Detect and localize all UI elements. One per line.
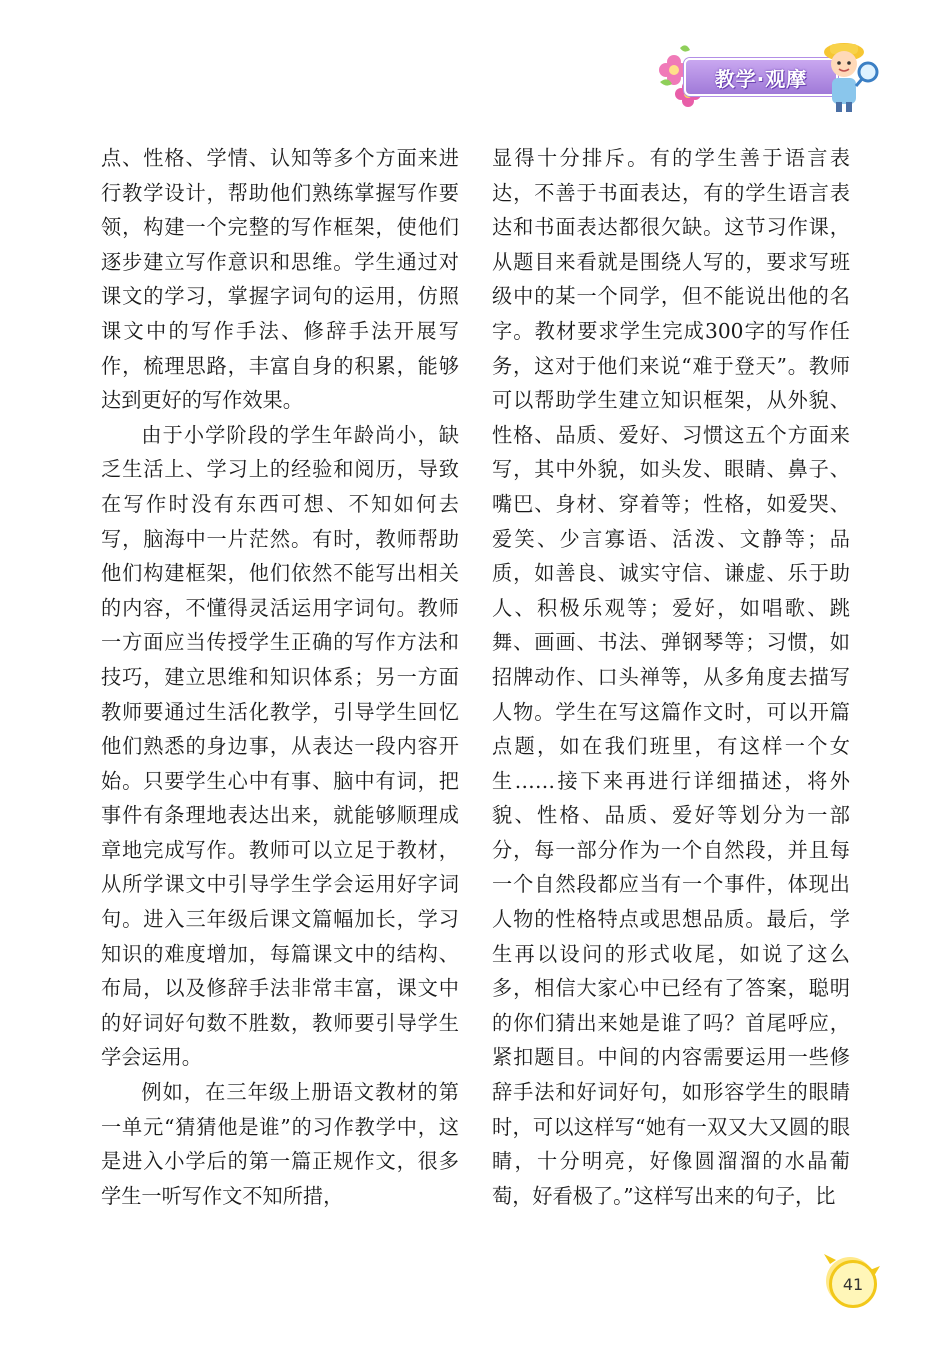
section-header-badge	[658, 38, 880, 114]
paragraph: 点、性格、学情、认知等多个方面来进行教学设计，帮助他们熟练掌握写作要领，构建一个完整的写作框架，使他们逐步建立写作意识和思维。学生通过对课文的学习，掌握字词句的运用，仿照课文中的写作手法、修辞手法开展写作，梳理思路，丰富自身的积累，能够达到更好的写作效果。	[101, 146, 459, 413]
article-column-left	[101, 141, 459, 1213]
paragraph: 显得十分排斥。有的学生善于语言表达，不善于书面表达，有的学生语言表达和书面表达都很欠缺。这节习作课，从题目来看就是围绕人写的，要求写班级中的某一个同学，但不能说出他的名字。教材要求学生完成300字的写作任务，这对于他们来说“难于登天”。教师可以帮助学生建立知识框架，从外貌、性格、品质、爱好、习惯这五个方面来写，其中外貌，如头发、眼睛、鼻子、嘴巴、身材、穿着等；性格，如爱哭、爱笑、少言寡语、活泼、文静等；品质，如善良、诚实守信、谦虚、乐于助人、积极乐观等；爱好，如唱歌、跳舞、画画、书法、弹钢琴等；习惯，如招牌动作、口头禅等，从多角度去描写人物。学生在写这篇作文时，可以开篇点题，如在我们班里，有这样一个女生……接下来再进行详细描述，将外貌、性格、品质、爱好等划分为一部分，每一部分作为一个自然段，并且每一个自然段都应当有一个事件，体现出人物的性格特点或思想品质。最后，学生再以设问的形式收尾，如说了这么多，相信大家心中已经有了答案，聪明的你们猜出来她是谁了吗？首尾呼应，紧扣题目。中间的内容需要运用一些修辞手法和好词好句，如形容学生的眼睛时，可以这样写“她有一双又大又圆的眼睛，十分明亮，好像圆溜溜的水晶葡萄，好看极了。”这样写出来的句子，比	[492, 146, 850, 1208]
page-number: 41	[829, 1260, 877, 1308]
student-with-magnifier-icon	[818, 38, 882, 114]
paragraph: 由于小学阶段的学生年龄尚小，缺乏生活上、学习上的经验和阅历，导致在写作时没有东西可想、不知如何去写，脑海中一片茫然。有时，教师帮助他们构建框架，他们依然不能写出相关的内容，不懂得灵活运用字词句。教师一方面应当传授学生正确的写作方法和技巧，建立思维和知识体系；另一方面教师要通过生活化教学，引导学生回忆他们熟悉的身边事，从表达一段内容开始。只要学生心中有事、脑中有词，把事件有条理地表达出来，就能够顺理成章地完成写作。教师可以立足于教材，从所学课文中引导学生学会运用好字词句。进入三年级后课文篇幅加长，学习知识的难度增加，每篇课文中的结构、布局，以及修辞手法非常丰富，课文中的好词好句数不胜数，教师要引导学生学会运用。	[101, 422, 459, 1070]
paragraph: 例如，在三年级上册语文教材的第一单元“猜猜他是谁”的习作教学中，这是进入小学后的第一篇正规作文，很多学生一听写作文不知所措，	[101, 1080, 459, 1208]
article-column-right	[492, 141, 850, 1213]
section-ribbon	[684, 58, 838, 96]
section-label: 教学·观摩	[714, 66, 808, 91]
page-number-badge	[820, 1250, 884, 1310]
